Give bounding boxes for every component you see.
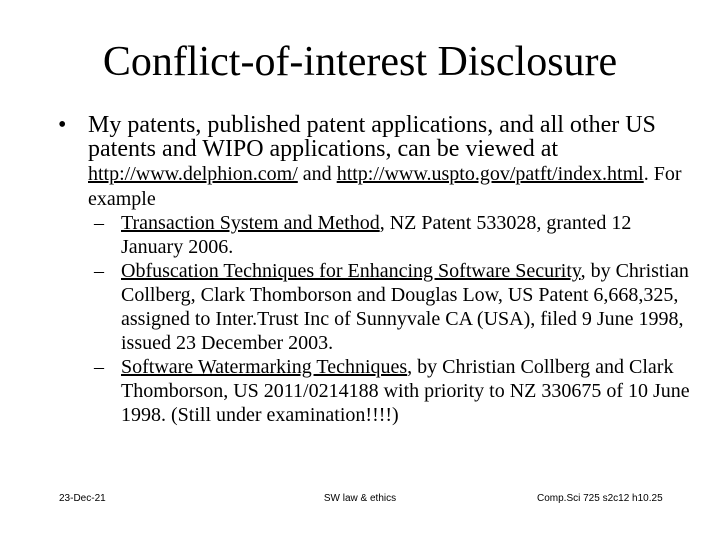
delphion-link[interactable]: http://www.delphion.com/ xyxy=(88,163,298,185)
list-item-watermarking-patent xyxy=(58,355,698,427)
patent-details: , by Christian Collberg, Clark Thomborson and Douglas Low, US Patent 6,668,325, assigned to Inter.Trust Inc of Sunnyvale CA (USA), filed 9 June 1998, issued 23 December 2003. xyxy=(121,260,689,354)
patent-details: , NZ Patent 533028, granted 12 January 2006. xyxy=(121,212,632,258)
patent-details: , by Christian Collberg and Clark Thomborson, US 2011/0214188 with priority to NZ 330675 of 10 June 1998. (Still under examination!!!!) xyxy=(121,356,690,426)
patent-list xyxy=(58,211,698,427)
bullet-text-part-2: and xyxy=(297,163,337,185)
footer-course: SW law & ethics xyxy=(323,493,397,504)
bullet-marker: • xyxy=(58,112,67,138)
bullet-text-part-3: . For example xyxy=(88,163,682,210)
patent-title: Transaction System and Method xyxy=(121,212,380,234)
list-item-transaction-patent xyxy=(58,211,698,259)
list-item-obfuscation-patent xyxy=(58,259,698,355)
bullet-text-part-1: My patents, published patent applications, and all other US patents and WIPO applications, can be viewed at xyxy=(88,112,656,162)
bullet-text xyxy=(88,113,698,211)
dash-marker: – xyxy=(94,356,104,378)
slide-title: Conflict-of-interest Disclosure xyxy=(102,39,618,85)
dash-marker: – xyxy=(94,212,104,234)
footer-slide-id: Comp.Sci 725 s2c12 h10.25 xyxy=(537,493,663,504)
patent-title: Software Watermarking Techniques xyxy=(121,356,408,378)
dash-marker: – xyxy=(94,260,104,282)
uspto-link[interactable]: http://www.uspto.gov/patft/index.html xyxy=(336,163,644,185)
disclosure-bullet xyxy=(58,113,698,427)
footer-date: 23-Dec-21 xyxy=(59,493,106,504)
patent-title: Obfuscation Techniques for Enhancing Software Security xyxy=(121,260,581,282)
